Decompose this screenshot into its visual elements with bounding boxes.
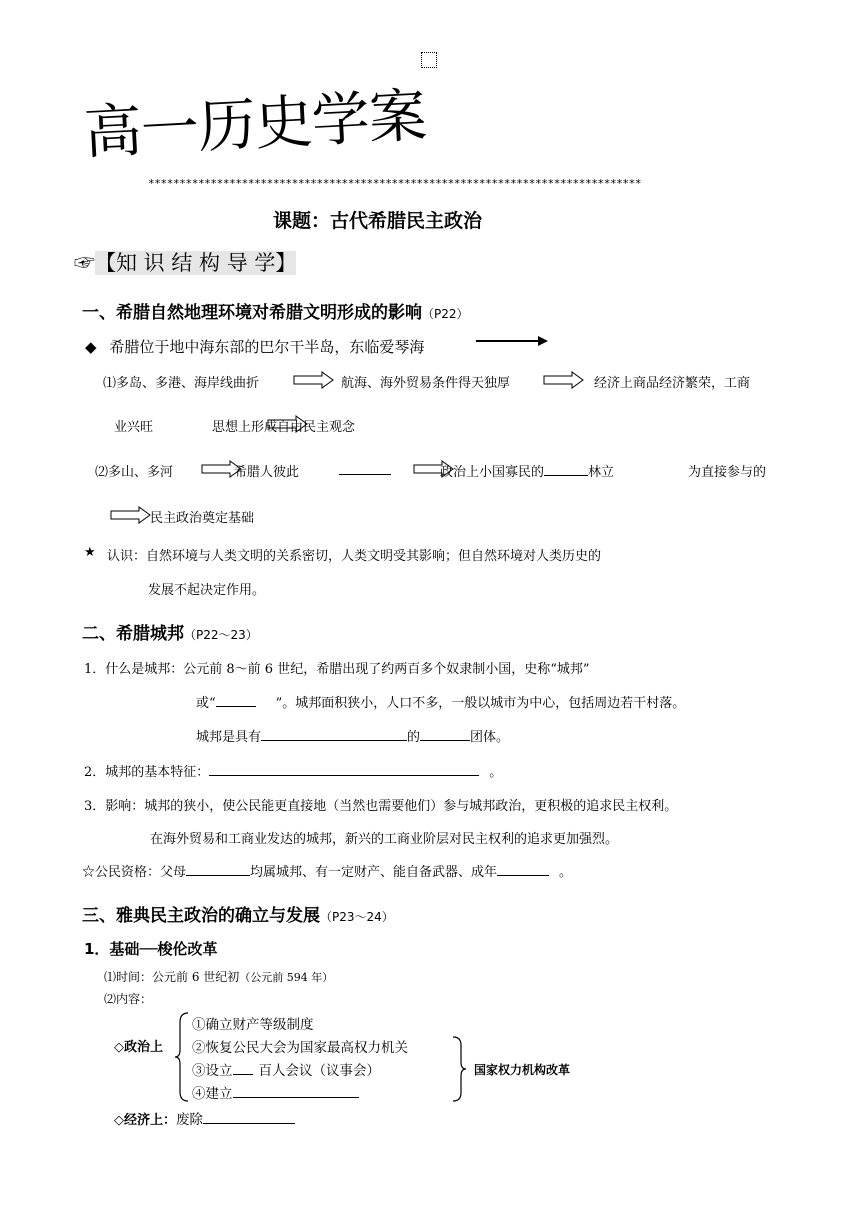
star-divider: *******************************************************************************: [148, 177, 642, 190]
item1-e: 思想上形成自由民主观念: [212, 420, 356, 435]
note-star-icon: ★: [84, 545, 96, 560]
eco-item-1: 废除: [176, 1112, 203, 1128]
item2-b: 希腊人彼此: [234, 465, 300, 480]
s2-p1-c: [196, 726, 509, 745]
long-arrow-icon: [476, 334, 548, 348]
s2-p1-c1: 城邦是具有: [196, 730, 262, 745]
item2-c: [440, 461, 614, 480]
s2-p1-b: [196, 692, 685, 711]
hollow-arrow-icon: [294, 372, 334, 388]
item2-e: 为直接参与的: [688, 465, 767, 480]
s2-p3-a: 3．影响：城邦的狭小，使公民能更直接地（当然也需要他们）参与城邦政治，更积极的追求民主权利。: [84, 799, 678, 814]
page-marker: [421, 52, 437, 68]
s2-p2-b: 。: [489, 765, 503, 780]
s2-p4-c: 。: [559, 865, 573, 880]
blank-line: [216, 693, 256, 707]
item2-a: ⑵多山、多河: [95, 465, 174, 480]
s2-p4-a: ☆公民资格：父母: [82, 865, 187, 880]
blank-line: [261, 727, 407, 741]
s2-p4: [82, 861, 572, 880]
section2-heading: [82, 619, 258, 644]
section1-heading: [82, 298, 469, 323]
blank-line: [233, 1061, 253, 1076]
pol-item-3b: 百人会议（议事会）: [258, 1063, 380, 1079]
s2-p1-c3: 团体。: [470, 730, 510, 745]
blank-line: [339, 474, 391, 475]
hollow-arrow-icon: [111, 507, 151, 523]
political-label: ◇政治上: [114, 1040, 163, 1055]
pol-summary: 国家权力机构改革: [474, 1063, 571, 1077]
item1-c: 经济上商品经济繁荣，工商: [594, 376, 751, 391]
pol-item-4-text: ④建立: [192, 1086, 233, 1102]
blank-line: [544, 462, 588, 476]
item2-f: 民主政治奠定基础: [150, 511, 255, 526]
guide-heading: [74, 247, 296, 277]
lead-text: 希腊位于地中海东部的巴尔干半岛，东临爱琴海: [109, 338, 425, 356]
blank-line: [497, 862, 549, 876]
item2-c-text: 政治上小国寡民的: [440, 465, 545, 480]
section3-heading: [82, 901, 394, 926]
s2-p1-c2: 的: [407, 730, 421, 745]
section1-page-ref: （P22）: [422, 307, 469, 321]
s2-p3-b: 在海外贸易和工商业发达的城邦，新兴的工商业阶层对民主权利的追求更加强烈。: [150, 832, 619, 847]
blank-line: [186, 862, 250, 876]
s3-sub1: 1．基础──梭伦改革: [84, 940, 218, 958]
lesson-title: 课题：古代希腊民主政治: [273, 210, 483, 232]
s2-p2-a: 2．城邦的基本特征：: [84, 765, 210, 780]
pol-item-2: ②恢复公民大会为国家最高权力机关: [192, 1040, 408, 1056]
pointer-icon: ☞: [74, 251, 95, 275]
note-line-1: 认识：自然环境与人类文明的关系密切，人类文明受其影响；但自然环境对人类历史的: [107, 549, 602, 564]
hollow-arrow-icon: [268, 416, 308, 432]
right-brace-icon: [452, 1036, 468, 1102]
economic-label: ◇经济上：: [114, 1113, 176, 1128]
blank-line: [209, 762, 479, 776]
section3-page-ref: （P23～24）: [320, 910, 394, 924]
economic-line: [114, 1108, 295, 1128]
page-title: 高一历史学案: [82, 81, 428, 168]
s2-p1-b2: ”。城邦面积狭小，人口不多，一般以城市为中心，包括周边若干村落。: [275, 696, 686, 711]
s2-p4-b: 均属城邦、有一定财产、能自备武器、成年: [250, 865, 498, 880]
pol-item-3a: ③设立: [192, 1063, 233, 1079]
guide-label: 【知 识 结 构 导 学】: [95, 251, 297, 275]
pol-item-1: ①确立财产等级制度: [192, 1017, 314, 1033]
item1-b: 航海、海外贸易条件得天独厚: [341, 376, 511, 391]
pol-item-4: [192, 1082, 359, 1102]
left-brace-icon: [174, 1012, 190, 1102]
hollow-arrow-icon: [544, 372, 584, 388]
s3-time-b: （公元前 594 年）: [239, 971, 334, 984]
section2-heading-text: 二、希腊城邦: [82, 624, 184, 644]
blank-line: [203, 1110, 295, 1125]
s2-p2: [84, 761, 502, 780]
diamond-bullet-icon: ◆: [85, 338, 97, 356]
section3-heading-text: 三、雅典民主政治的确立与发展: [82, 906, 320, 926]
blank-line: [233, 1084, 359, 1099]
section1-heading-text: 一、希腊自然地理环境对希腊文明形成的影响: [82, 303, 422, 323]
blank-line: [420, 727, 470, 741]
s3-content: ⑵内容：: [104, 992, 153, 1006]
section2-page-ref: （P22～23）: [184, 628, 258, 642]
s2-p1-b1: 或“: [196, 696, 216, 711]
s2-p1-a: 1．什么是城邦：公元前 8～前 6 世纪，希腊出现了约两百多个奴隶制小国，史称“城邦”: [84, 662, 590, 677]
s3-time: [104, 968, 333, 985]
item1-a: ⑴多岛、多港、海岸线曲折: [103, 376, 260, 391]
pol-item-3: [192, 1059, 380, 1079]
item1-d: 业兴旺: [114, 420, 154, 435]
s3-time-a: ⑴时间：公元前 6 世纪初: [104, 970, 240, 984]
item2-d-text: 林立: [588, 465, 615, 480]
section1-lead: [85, 336, 424, 357]
note-line-2: 发展不起决定作用。: [148, 583, 266, 598]
